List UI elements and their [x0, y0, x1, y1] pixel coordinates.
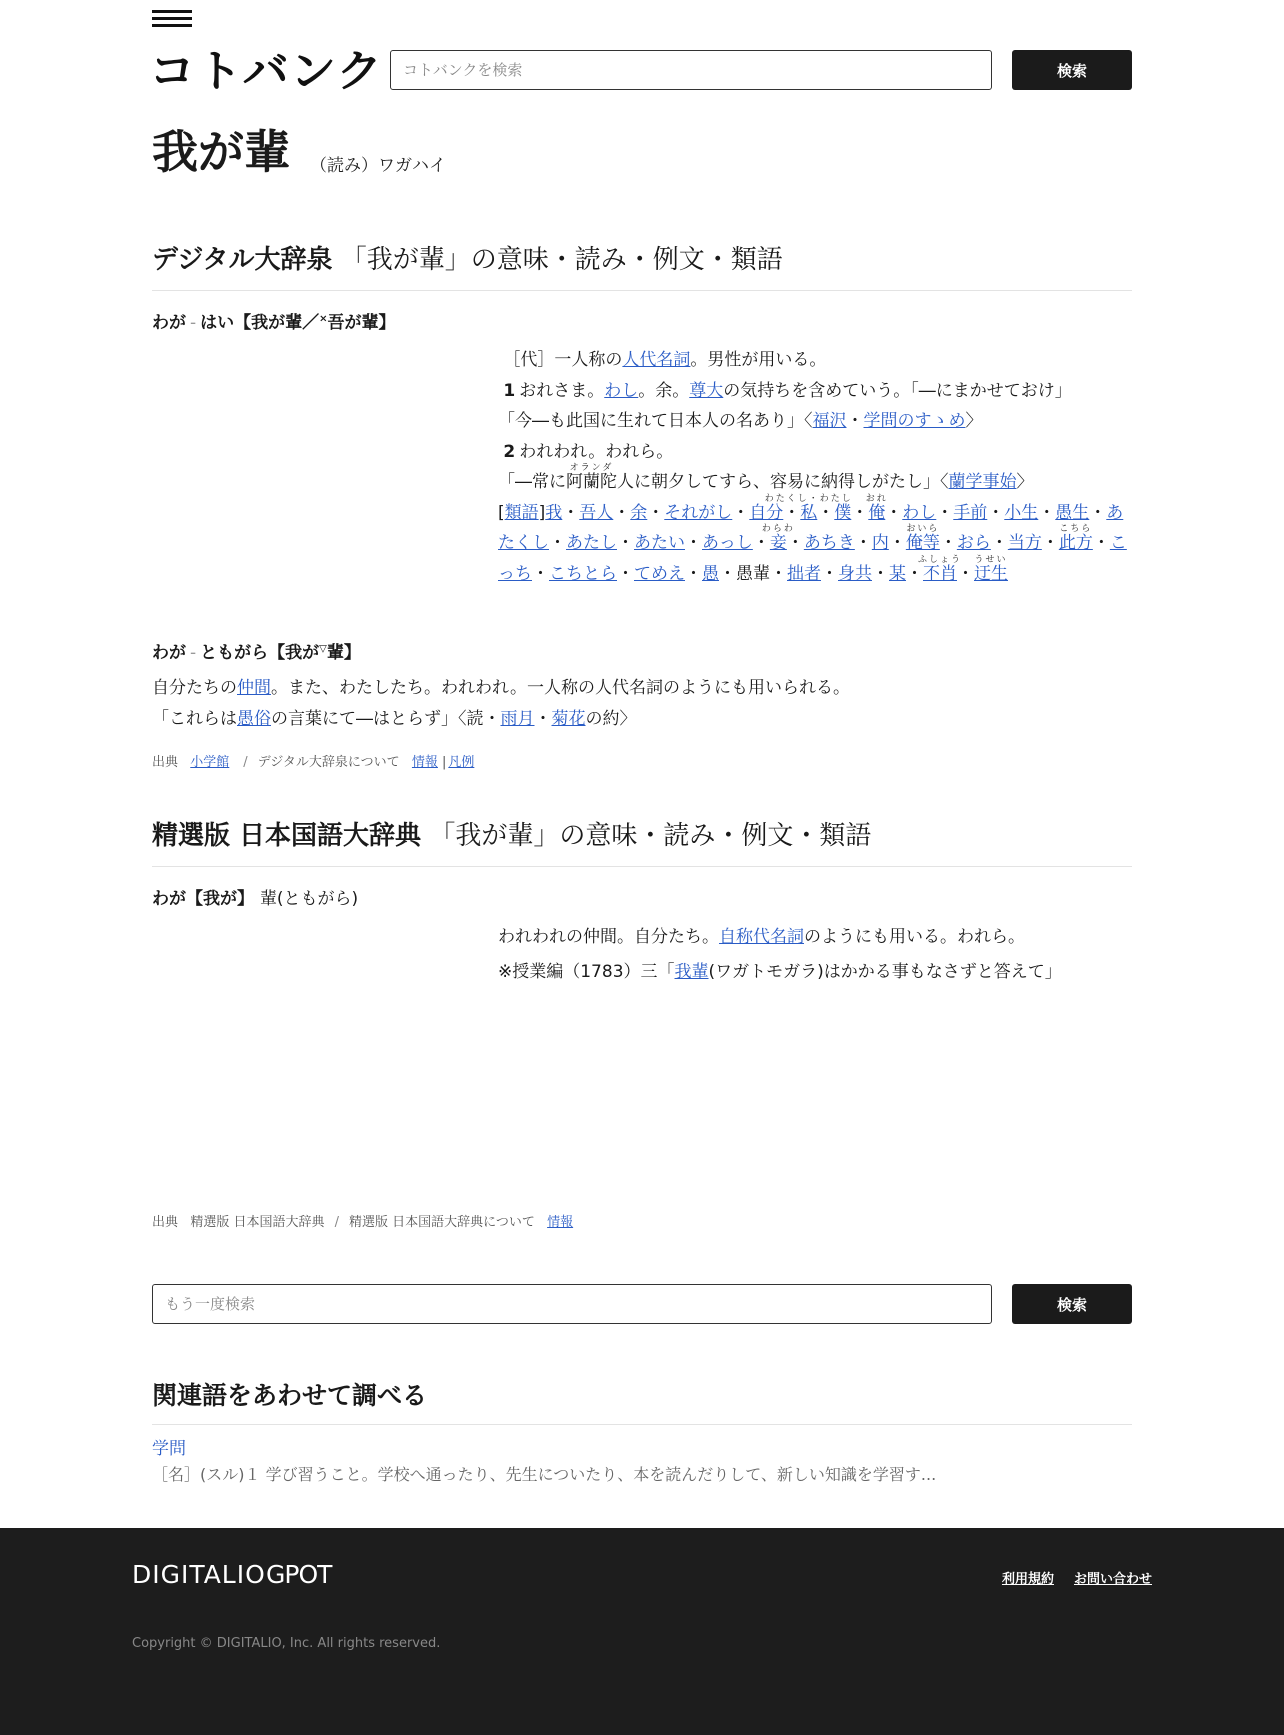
- info-link[interactable]: 情報: [411, 755, 438, 770]
- synonym[interactable]: 我: [545, 502, 563, 523]
- def-line: [498, 955, 1138, 990]
- dot-separator: ・: [872, 563, 889, 584]
- entry-heading: [152, 884, 358, 909]
- dot-separator: ・: [617, 533, 634, 553]
- heading-part: 輩】: [326, 643, 361, 663]
- dot-separator: ・: [562, 502, 580, 523]
- related-link[interactable]: 学問: [152, 1439, 186, 1459]
- dot-separator: ・: [1041, 533, 1059, 553]
- bracket: ]: [538, 502, 546, 523]
- synonym[interactable]: あたい: [634, 533, 685, 553]
- def-line: [498, 920, 1138, 955]
- definition-block: [152, 673, 1132, 735]
- link[interactable]: 尊大: [689, 380, 724, 401]
- synonym[interactable]: 小生: [1004, 502, 1039, 523]
- ruby: [1058, 524, 1093, 559]
- dot-separator: ・: [817, 502, 835, 523]
- ruby-text: おれ: [865, 493, 888, 504]
- search-again-input[interactable]: [152, 1284, 992, 1324]
- gpot-logo[interactable]: GPOT: [266, 1560, 332, 1589]
- synonym[interactable]: 迂生: [974, 563, 1008, 584]
- dot-separator: ・: [617, 563, 634, 584]
- synonym[interactable]: あっし: [702, 533, 753, 553]
- page-title: 我が輩: [152, 125, 290, 179]
- separator: |: [441, 755, 447, 770]
- dictionary-name: 精選版 日本国語大辞典: [152, 821, 422, 851]
- text: ・: [534, 709, 552, 729]
- dot-separator: ・: [783, 502, 801, 523]
- hyphen: -: [190, 643, 197, 663]
- dot-separator: ・: [888, 533, 906, 553]
- section-title-nikkoku: [152, 818, 1132, 867]
- ruby-text: オランダ: [569, 463, 614, 473]
- publisher-link[interactable]: 小学館: [190, 755, 230, 770]
- text: 自分たちの: [152, 678, 237, 698]
- synonym[interactable]: 余: [630, 502, 648, 523]
- dot-separator: ・: [936, 502, 954, 523]
- source-line: [152, 751, 478, 770]
- link[interactable]: 人代名詞: [622, 350, 691, 370]
- heading-part: わが【我が】: [152, 889, 254, 909]
- text: 人に朝夕してすら、容易に納得しがたし」〈: [617, 472, 949, 492]
- source-label: 出典: [152, 755, 179, 770]
- text: ・: [846, 411, 864, 431]
- synonym: 愚輩: [736, 563, 770, 584]
- dictionary-name: デジタル大辞泉: [152, 245, 333, 275]
- hyphen: -: [190, 313, 197, 333]
- mark: ×: [319, 313, 328, 325]
- heading-part: 輩(ともがら): [259, 889, 359, 909]
- synonym[interactable]: 愚: [702, 563, 719, 584]
- site-logo[interactable]: コトバンク: [149, 46, 384, 97]
- text: 。余。: [638, 380, 690, 401]
- entry-heading: [152, 638, 361, 663]
- copyright: Copyright © DIGITALIO, Inc. All rights reserved.: [132, 1636, 441, 1651]
- link[interactable]: 我輩: [674, 962, 709, 982]
- text: の言葉にて―はとらず」〈読・: [271, 709, 501, 729]
- synonym[interactable]: こちとら: [549, 563, 617, 584]
- synonym[interactable]: わし: [902, 502, 937, 523]
- def-line: [498, 376, 1138, 407]
- dot-separator: ・: [685, 533, 702, 553]
- def-line: [498, 406, 1138, 437]
- dot-separator: ・: [885, 502, 903, 523]
- synonym[interactable]: 此方: [1058, 533, 1093, 553]
- section-title-daijisen: [152, 242, 1132, 291]
- mark: ▽: [319, 643, 327, 655]
- dot-separator: ・: [851, 502, 869, 523]
- sense-number: 1: [503, 380, 516, 401]
- dot-separator: ・: [613, 502, 631, 523]
- reading: （読み）ワガハイ: [310, 156, 446, 176]
- text: (ワガトモガラ)はかかる事もなさずと答えて」: [708, 962, 1062, 982]
- synonym[interactable]: 僕: [834, 502, 852, 523]
- synonym[interactable]: 拙者: [787, 563, 821, 584]
- synonym[interactable]: 手前: [953, 502, 988, 523]
- legend-link[interactable]: 凡例: [448, 755, 475, 770]
- heading-part: わが: [152, 643, 186, 663]
- link[interactable]: 蘭学事始: [948, 472, 1017, 492]
- search-again-button[interactable]: 検索: [1012, 1284, 1132, 1324]
- entry-heading: [152, 308, 396, 333]
- sense-number: 2: [503, 441, 516, 462]
- text: われわれ。われら。: [519, 441, 674, 462]
- ruby-base: 阿蘭陀: [566, 472, 617, 492]
- dot-separator: ・: [732, 502, 750, 523]
- def-line: [152, 704, 1132, 735]
- ruby-text: おいら: [906, 524, 940, 534]
- text: 〉: [1016, 472, 1034, 492]
- ruby: [974, 554, 1008, 590]
- source-line: [152, 1211, 577, 1230]
- synonym[interactable]: 内: [871, 533, 889, 553]
- source-label: 出典: [152, 1215, 179, 1230]
- link[interactable]: 雨月: [500, 709, 535, 729]
- heading-part: ともがら【我が: [200, 643, 320, 663]
- text: 「―常に: [498, 472, 566, 492]
- dot-separator: ・: [647, 502, 665, 523]
- link[interactable]: 自称代名詞: [719, 927, 804, 947]
- synonym[interactable]: 俺等: [905, 533, 940, 553]
- synonym[interactable]: こっち: [498, 533, 1127, 584]
- dot-separator: ・: [549, 533, 566, 553]
- synonym[interactable]: 妾: [769, 533, 787, 553]
- synonym[interactable]: 当方: [1007, 533, 1042, 553]
- source-about: 精選版 日本国語大辞典について: [348, 1215, 535, 1230]
- dot-separator: ・: [1038, 502, 1056, 523]
- dot-separator: ・: [957, 563, 974, 584]
- synonym[interactable]: 愚生: [1055, 502, 1090, 523]
- dot-separator: ・: [906, 563, 923, 584]
- synonym[interactable]: 俺: [868, 502, 886, 523]
- dot-separator: ・: [987, 502, 1005, 523]
- link[interactable]: 愚俗: [237, 709, 271, 729]
- synonyms-label[interactable]: 類語: [504, 502, 539, 523]
- synonym[interactable]: 不肖: [923, 563, 957, 584]
- dot-separator: ・: [532, 563, 549, 584]
- bracket: [: [498, 502, 505, 523]
- digitalio-logo[interactable]: DIGITALIO: [132, 1560, 266, 1589]
- ruby: [917, 554, 963, 590]
- dot-separator: ・: [719, 563, 736, 584]
- synonym[interactable]: 某: [889, 563, 906, 584]
- ruby-text: こちら: [1059, 524, 1093, 534]
- text: われわれの仲間。自分たち。: [498, 927, 719, 947]
- ruby: [865, 493, 888, 529]
- text: 〉: [965, 411, 983, 431]
- ruby-text: ふしょう: [917, 554, 963, 565]
- def-line: [152, 673, 1132, 704]
- synonyms-list: [498, 493, 1132, 590]
- dot-separator: ・: [1092, 533, 1110, 553]
- section-subtitle: 「我が輩」の意味・読み・例文・類語: [429, 821, 872, 851]
- definition-block: [498, 920, 1138, 990]
- text: 「これらは: [152, 709, 237, 729]
- ruby-text: うせい: [974, 554, 1008, 565]
- text: のようにも用いる。われら。: [804, 927, 1025, 947]
- dot-separator: ・: [1089, 502, 1107, 523]
- link[interactable]: 学問のすゝめ: [863, 411, 966, 431]
- synonym[interactable]: それがし: [664, 502, 733, 523]
- dot-separator: ・: [854, 533, 872, 553]
- synonym[interactable]: 自分: [749, 502, 784, 523]
- search-button[interactable]: 検索: [1012, 50, 1132, 90]
- section-subtitle: 「我が輩」の意味・読み・例文・類語: [340, 245, 783, 275]
- dot-separator: ・: [770, 563, 787, 584]
- text: の気持ちを含めていう。「―にまかせておけ」: [723, 380, 1072, 401]
- source-name: 精選版 日本国語大辞典: [190, 1215, 325, 1230]
- dot-separator: ・: [685, 563, 702, 584]
- synonym[interactable]: てめえ: [634, 563, 685, 584]
- synonym[interactable]: あたくし: [498, 502, 1124, 553]
- terms-link[interactable]: 利用規約: [1001, 1572, 1054, 1587]
- separator: /: [334, 1215, 339, 1230]
- synonym[interactable]: 私: [800, 502, 818, 523]
- heading-part: 吾が輩】: [327, 313, 396, 333]
- text: 。男性が用いる。: [690, 350, 827, 370]
- heading-part: はい【我が輩／: [200, 313, 320, 333]
- synonym[interactable]: 吾人: [579, 502, 614, 523]
- footer: [0, 1528, 1284, 1735]
- dot-separator: ・: [939, 533, 957, 553]
- source-about: デジタル大辞泉について: [257, 755, 400, 770]
- ruby-text: わらわ: [761, 524, 795, 534]
- ruby-text: わたくし・わたし: [764, 493, 853, 504]
- synonym[interactable]: 身共: [838, 563, 872, 584]
- synonym[interactable]: あたし: [566, 533, 617, 553]
- text: ※授業編（1783）三「: [498, 962, 675, 982]
- def-line: [498, 345, 1138, 376]
- text: おれさま。: [519, 380, 605, 401]
- synonym[interactable]: おら: [956, 533, 991, 553]
- menu-icon[interactable]: [152, 10, 192, 30]
- info-link[interactable]: 情報: [547, 1215, 574, 1230]
- definition-block: [498, 345, 1138, 589]
- footer-links: [1002, 1568, 1152, 1587]
- synonym[interactable]: あちき: [803, 533, 855, 553]
- link[interactable]: 仲間: [237, 678, 271, 698]
- dot-separator: ・: [821, 563, 838, 584]
- link[interactable]: わし: [604, 380, 639, 401]
- text: 。また、わたしたち。われわれ。一人称の人代名詞のようにも用いられる。: [271, 678, 851, 698]
- link[interactable]: 菊花: [551, 709, 586, 729]
- ruby: [761, 524, 795, 559]
- dot-separator: ・: [786, 533, 804, 553]
- text: ［代］一人称の: [503, 350, 623, 370]
- dot-separator: ・: [990, 533, 1008, 553]
- ruby: [566, 463, 617, 498]
- text: の約〉: [585, 709, 637, 729]
- link[interactable]: 福沢: [812, 411, 847, 431]
- related-description: ［名］(スル)１ 学び習うこと。学校へ通ったり、先生についたり、本を読んだりして、新しい知識を学習す...: [152, 1465, 937, 1484]
- separator: /: [243, 755, 248, 770]
- related-title: 関連語をあわせて調べる: [152, 1376, 1132, 1425]
- text: 「今―も此国に生れて日本人の名あり」〈: [498, 411, 813, 431]
- search-input[interactable]: [390, 50, 992, 90]
- contact-link[interactable]: お問い合わせ: [1073, 1572, 1152, 1587]
- dot-separator: ・: [752, 533, 770, 553]
- heading-part: わが: [152, 313, 186, 333]
